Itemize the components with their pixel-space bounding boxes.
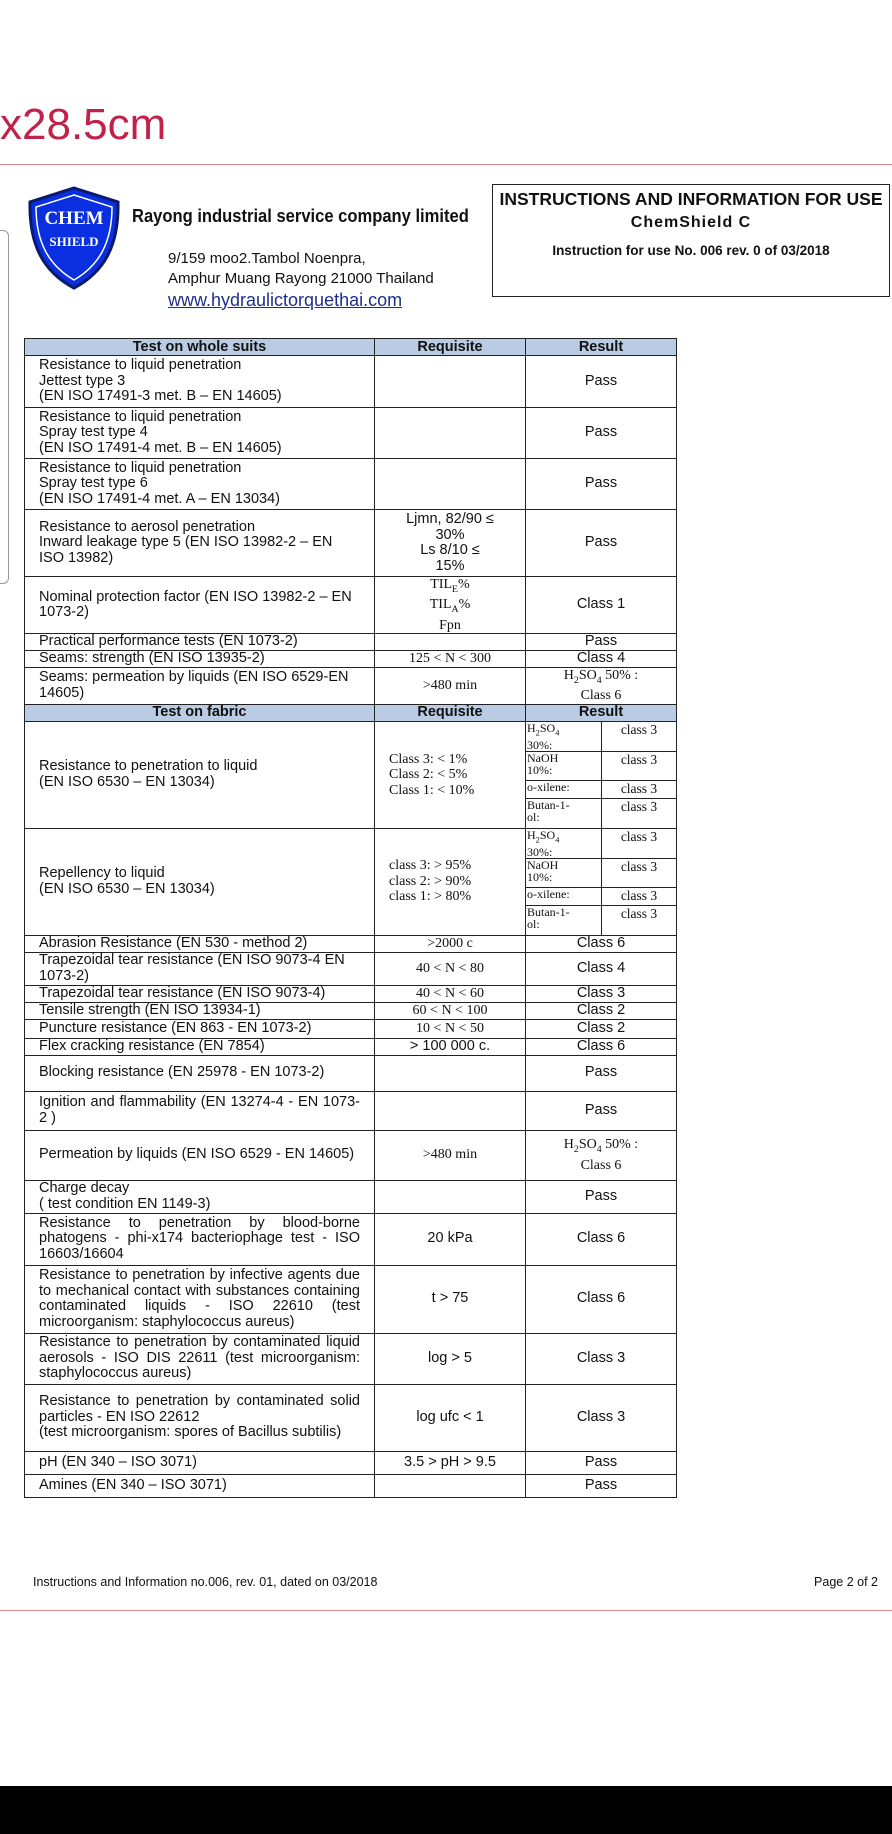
website-link[interactable]: www.hydraulictorquethai.com — [168, 290, 403, 310]
table-row — [25, 952, 677, 985]
result-cell: Pass — [526, 1055, 677, 1091]
test-cell: Permeation by liquids (EN ISO 6529 - EN 14605) — [25, 1130, 375, 1180]
table-header-row — [25, 704, 677, 721]
result-cell: Pass — [526, 1451, 677, 1474]
chemical-class: class 3 — [602, 799, 677, 828]
requisite-cell: class 3: > 95% class 2: > 90% class 1: > 80% — [375, 828, 526, 935]
result-cell: Class 6 — [526, 1265, 677, 1333]
result-cell: Class 3 — [526, 985, 677, 1002]
table-row — [25, 1474, 677, 1497]
table-row — [25, 668, 677, 705]
requisite-cell: 10 < N < 50 — [375, 1019, 526, 1038]
chemshield-logo — [26, 186, 122, 290]
table-row — [25, 356, 677, 408]
requisite-cell — [375, 634, 526, 651]
requisite-cell: t > 75 — [375, 1265, 526, 1333]
requisite-cell: 60 < N < 100 — [375, 1002, 526, 1019]
test-cell: Repellency to liquid (EN ISO 6530 – EN 13034) — [25, 828, 375, 935]
table-row — [25, 1180, 677, 1213]
table-header-row — [25, 339, 677, 356]
result-cell: $H_2SO_4$ 50% : Class 6 — [526, 668, 677, 705]
table-row — [25, 408, 677, 459]
chemical-name: NaOH 10%: — [526, 859, 602, 888]
info-box — [492, 184, 890, 297]
table-row — [25, 1384, 677, 1451]
test-cell: Resistance to penetration by blood-borne phatogens - phi-x174 bacteriophage test - ISO 16603/16604 — [25, 1213, 375, 1265]
requisite-cell: Ljmn, 82/90 ≤ 30% Ls 8/10 ≤ 15% — [375, 510, 526, 577]
chemical-name: $H_2SO_4$ 30%: — [526, 722, 602, 752]
header-result: Result — [526, 339, 677, 356]
requisite-cell: $TIL_E\%$ $TIL_A\%$ Fpn — [375, 577, 526, 634]
chemical-class: class 3 — [602, 752, 677, 781]
chemical-result-row — [526, 859, 676, 888]
chemical-result-row — [526, 722, 676, 752]
header-test: Test on whole suits — [25, 339, 375, 356]
table-row — [25, 1091, 677, 1130]
result-cell: Class 4 — [526, 651, 677, 668]
chemical-class: class 3 — [602, 781, 677, 799]
result-cell: $H_2SO_4$ 50% : Class 6 — [526, 1130, 677, 1180]
test-cell: Resistance to liquid penetration Jettest type 3 (EN ISO 17491-3 met. B – EN 14605) — [25, 356, 375, 408]
requisite-cell: 125 < N < 300 — [375, 651, 526, 668]
result-cell: Class 6 — [526, 1038, 677, 1055]
test-cell: Practical performance tests (EN 1073-2) — [25, 634, 375, 651]
chemical-class: class 3 — [620, 828, 658, 844]
table-row — [25, 1213, 677, 1265]
logo-line2: SHIELD — [49, 234, 99, 249]
test-cell: Resistance to liquid penetration Spray test type 6 (EN ISO 17491-4 met. A – EN 13034) — [25, 459, 375, 510]
chemical-result-row — [526, 781, 676, 799]
requisite-cell — [375, 408, 526, 459]
info-box-instruction: Instruction for use No. 006 rev. 0 of 03/2018 — [552, 243, 830, 258]
test-cell: Trapezoidal tear resistance (EN ISO 9073-4) — [25, 985, 375, 1002]
requisite-cell: > 100 000 c. — [375, 1038, 526, 1055]
info-box-product: ChemShield C — [630, 214, 752, 231]
test-cell: Tensile strength (EN ISO 13934-1) — [25, 1002, 375, 1019]
result-cell: Pass — [526, 1091, 677, 1130]
table-row — [25, 1130, 677, 1180]
table-row — [25, 1019, 677, 1038]
chemical-name: o-xilene: — [526, 888, 602, 906]
table-row — [25, 577, 677, 634]
test-cell: Blocking resistance (EN 25978 - EN 1073-2) — [25, 1055, 375, 1091]
test-cell: Resistance to penetration to liquid (EN ISO 6530 – EN 13034) — [25, 721, 375, 828]
table-row — [25, 1333, 677, 1384]
chemical-name: Butan-1- ol: — [526, 799, 602, 828]
chemical-result-row — [526, 799, 676, 828]
header-requisite: Requisite — [375, 704, 526, 721]
address-line2: Amphur Muang Rayong 21000 Thailand — [168, 270, 434, 287]
requisite-cell: >2000 c — [375, 935, 526, 952]
table-row — [25, 1265, 677, 1333]
chemical-class: class 3 — [620, 721, 658, 737]
test-cell: Resistance to penetration by contaminated liquid aerosols - ISO DIS 22611 (test microorganism: staphylococcus aureus) — [25, 1333, 375, 1384]
test-cell: Seams: permeation by liquids (EN ISO 6529-EN 14605) — [25, 668, 375, 705]
header-requisite: Requisite — [375, 339, 526, 356]
chemical-class: class 3 — [602, 888, 677, 906]
test-cell: Resistance to aerosol penetration Inward leakage type 5 (EN ISO 13982-2 – EN ISO 13982) — [25, 510, 375, 577]
chemical-name: Butan-1- ol: — [526, 906, 602, 935]
test-cell: Puncture resistance (EN 863 - EN 1073-2) — [25, 1019, 375, 1038]
footer-page-number: Page 2 of 2 — [814, 1575, 878, 1589]
test-cell: Resistance to penetration by infective agents due to mechanical contact with substances containing contaminated liquids - ISO 22610 (test microorganism: staphylococcus aureus) — [25, 1265, 375, 1333]
result-cell: Class 4 — [526, 952, 677, 985]
requisite-cell — [375, 1474, 526, 1497]
test-cell: Resistance to liquid penetration Spray test type 4 (EN ISO 17491-4 met. B – EN 14605) — [25, 408, 375, 459]
page-title: x28.5cm — [0, 100, 167, 149]
result-subtable-cell — [526, 721, 677, 828]
requisite-cell: 40 < N < 60 — [375, 985, 526, 1002]
requisite-cell — [375, 1180, 526, 1213]
result-cell: Class 2 — [526, 1002, 677, 1019]
test-cell: pH (EN 340 – ISO 3071) — [25, 1451, 375, 1474]
footer-doc-info: Instructions and Information no.006, rev. 01, dated on 03/2018 — [33, 1575, 378, 1589]
result-cell: Class 1 — [526, 577, 677, 634]
chemical-result-row — [526, 829, 676, 859]
chemical-result-row — [526, 906, 676, 935]
requisite-cell: >480 min — [375, 1130, 526, 1180]
table-row — [25, 1055, 677, 1091]
requisite-cell — [375, 356, 526, 408]
requisite-cell: log ufc < 1 — [375, 1384, 526, 1451]
requisite-cell — [375, 1091, 526, 1130]
bottom-divider — [0, 1610, 892, 1611]
result-cell: Pass — [526, 1474, 677, 1497]
spec-table — [24, 338, 677, 1498]
table-row — [25, 634, 677, 651]
requisite-cell: 3.5 > pH > 9.5 — [375, 1451, 526, 1474]
result-cell: Pass — [526, 1180, 677, 1213]
header-test: Test on fabric — [25, 704, 375, 721]
table-row — [25, 935, 677, 952]
result-cell: Pass — [526, 510, 677, 577]
result-cell: Class 3 — [526, 1384, 677, 1451]
table-row — [25, 985, 677, 1002]
table-row — [25, 510, 677, 577]
requisite-cell: 20 kPa — [375, 1213, 526, 1265]
result-cell: Pass — [526, 408, 677, 459]
chemical-name: o-xilene: — [526, 781, 602, 799]
result-cell: Pass — [526, 634, 677, 651]
address-line1: 9/159 moo2.Tambol Noenpra, — [168, 250, 366, 267]
table-row — [25, 721, 677, 828]
result-cell: Class 6 — [526, 935, 677, 952]
chemical-result-row — [526, 752, 676, 781]
table-row — [25, 1038, 677, 1055]
result-cell: Pass — [526, 356, 677, 408]
bottom-bar — [0, 1786, 892, 1834]
requisite-cell — [375, 459, 526, 510]
test-cell: Trapezoidal tear resistance (EN ISO 9073-4 EN 1073-2) — [25, 952, 375, 985]
chemical-name: $H_2SO_4$ 30%: — [526, 829, 602, 859]
result-cell: Class 3 — [526, 1333, 677, 1384]
table-row — [25, 1002, 677, 1019]
test-cell: Ignition and flammability (EN 13274-4 - EN 1073-2 ) — [25, 1091, 375, 1130]
info-box-title: INSTRUCTIONS AND INFORMATION FOR USE — [499, 189, 883, 209]
top-divider — [0, 164, 892, 165]
header-result: Result — [526, 704, 677, 721]
logo-line1: CHEM — [44, 208, 104, 229]
test-cell: Abrasion Resistance (EN 530 - method 2) — [25, 935, 375, 952]
requisite-cell: 40 < N < 80 — [375, 952, 526, 985]
test-cell: Charge decay ( test condition EN 1149-3) — [25, 1180, 375, 1213]
test-cell: Resistance to penetration by contaminated solid particles - EN ISO 22612 (test microorganism: spores of Bacillus subtilis) — [25, 1384, 375, 1451]
table-row — [25, 459, 677, 510]
requisite-cell: >480 min — [375, 668, 526, 705]
result-cell: Class 2 — [526, 1019, 677, 1038]
result-cell: Class 6 — [526, 1213, 677, 1265]
test-cell: Flex cracking resistance (EN 7854) — [25, 1038, 375, 1055]
chemical-name: NaOH 10%: — [526, 752, 602, 781]
chemical-class: class 3 — [602, 906, 677, 935]
result-subtable-cell — [526, 828, 677, 935]
result-cell: Pass — [526, 459, 677, 510]
requisite-cell: Class 3: < 1% Class 2: < 5% Class 1: < 10% — [375, 721, 526, 828]
chemical-result-row — [526, 888, 676, 906]
test-cell: Seams: strength (EN ISO 13935-2) — [25, 651, 375, 668]
company-name: Rayong industrial service company limited — [132, 206, 469, 226]
test-cell: Nominal protection factor (EN ISO 13982-2 – EN 1073-2) — [25, 577, 375, 634]
chemical-class: class 3 — [602, 859, 677, 888]
test-cell: Amines (EN 340 – ISO 3071) — [25, 1474, 375, 1497]
table-row — [25, 828, 677, 935]
side-bracket — [0, 230, 9, 584]
requisite-cell — [375, 1055, 526, 1091]
table-row — [25, 651, 677, 668]
requisite-cell: log > 5 — [375, 1333, 526, 1384]
table-row — [25, 1451, 677, 1474]
